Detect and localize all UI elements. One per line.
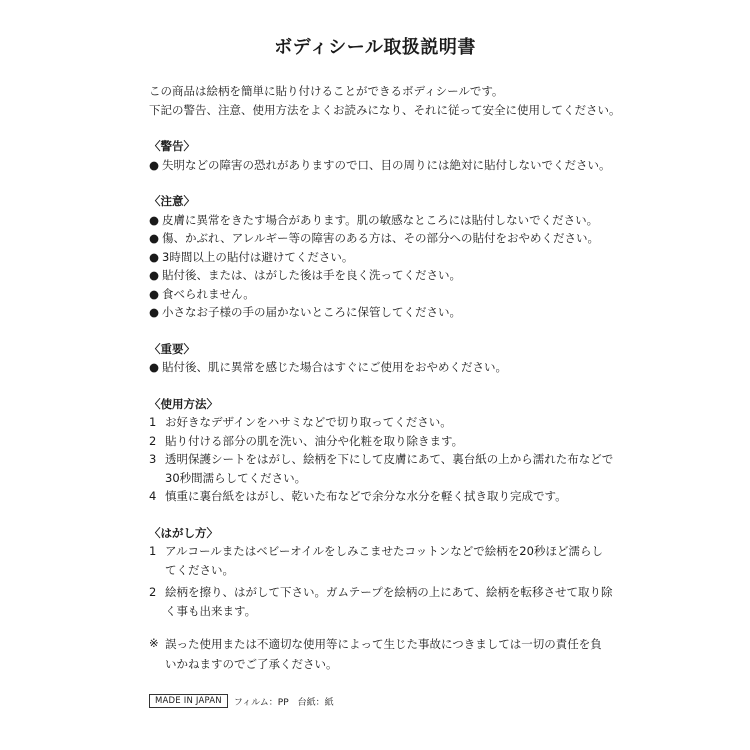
- bullet-icon: ●: [149, 286, 160, 301]
- step-number: 1: [149, 544, 157, 558]
- usage-heading: 〈使用方法〉: [149, 396, 218, 411]
- removal-step: 1 アルコールまたはベビーオイルをしみこませたコットンなどで絵柄を20秒ほど濡らし: [149, 542, 609, 561]
- step-number: 1: [149, 415, 157, 429]
- removal-step-continuation: く事も出来ます。: [165, 603, 257, 618]
- bullet-icon: ●: [149, 157, 160, 172]
- disclaimer-note: [149, 634, 609, 674]
- step-number: 3: [149, 452, 157, 466]
- materials-text: フィルム：PP 台紙：紙: [233, 697, 334, 708]
- bullet-icon: ●: [149, 212, 160, 227]
- bullet-icon: ●: [149, 360, 160, 374]
- usage-step: 2 貼り付ける部分の肌を洗い、油分や化粧を取り除きます。: [149, 432, 609, 451]
- caution-item: ● 3時間以上の貼付は避けてください。: [149, 248, 609, 267]
- bullet-icon: ●: [149, 305, 160, 319]
- important-heading: 〈重要〉: [149, 341, 195, 356]
- step-number: 2: [149, 433, 157, 448]
- removal-step-continuation: てください。: [165, 562, 234, 577]
- intro-line: 下記の警告、注意、使用方法をよくお読みになり、それに従って安全に使用してください。: [149, 102, 621, 117]
- step-number: 2: [149, 585, 157, 599]
- usage-step: 4 慎重に裏台紙をはがし、乾いた布などで余分な水分を軽く拭き取り完成です。: [149, 487, 609, 506]
- warning-item: ● 失明などの障害の恐れがありますので口、目の周りには絶対に貼付しないでください。: [149, 156, 609, 175]
- intro-line: この商品は絵柄を簡単に貼り付けることができるボディシールです。: [149, 84, 504, 98]
- bullet-icon: ●: [149, 249, 160, 264]
- caution-item: ● 食べられません。: [149, 285, 609, 304]
- usage-step: 3 透明保護シートをはがし、絵柄を下にして皮膚にあて、裏台紙の上から濡れた布などで: [149, 450, 609, 469]
- document-title: ボディシール取扱説明書: [274, 37, 476, 58]
- bullet-icon: ●: [149, 231, 160, 245]
- usage-step: 1 お好きなデザインをハサミなどで切り取ってください。: [149, 413, 609, 432]
- removal-heading: 〈はがし方〉: [149, 525, 218, 540]
- caution-item: ● 小さなお子様の手の届かないところに保管してください。: [149, 303, 609, 322]
- caution-item: ● 貼付後、または、はがした後は手を良く洗ってください。: [149, 266, 609, 285]
- note-text: 誤った使用または不適切な使用等によって生じた事故につきましては一切の責任を負いかねますのでご了承ください。: [165, 637, 602, 671]
- usage-step-continuation: 30秒間濡らしてください。: [165, 470, 307, 485]
- step-number: 4: [149, 489, 157, 503]
- caution-item: ● 傷、かぶれ、アレルギー等の障害のある方は、その部分への貼付をおやめください。: [149, 229, 609, 248]
- note-mark: ※: [149, 636, 159, 650]
- bullet-icon: ●: [149, 268, 160, 282]
- removal-step: 2 絵柄を擦り、はがして下さい。ガムテープを絵柄の上にあて、絵柄を転移させて取り除: [149, 583, 609, 602]
- footer: [149, 694, 334, 708]
- caution-item: ● 皮膚に異常をきたす場合があります。肌の敏感なところには貼付しないでください。: [149, 211, 609, 230]
- important-item: ● 貼付後、肌に異常を感じた場合はすぐにご使用をおやめください。: [149, 358, 609, 377]
- warning-heading: 〈警告〉: [149, 139, 195, 153]
- document-body: [149, 82, 621, 674]
- caution-heading: 〈注意〉: [149, 194, 195, 208]
- made-in-japan-badge: MADE IN JAPAN: [149, 694, 228, 708]
